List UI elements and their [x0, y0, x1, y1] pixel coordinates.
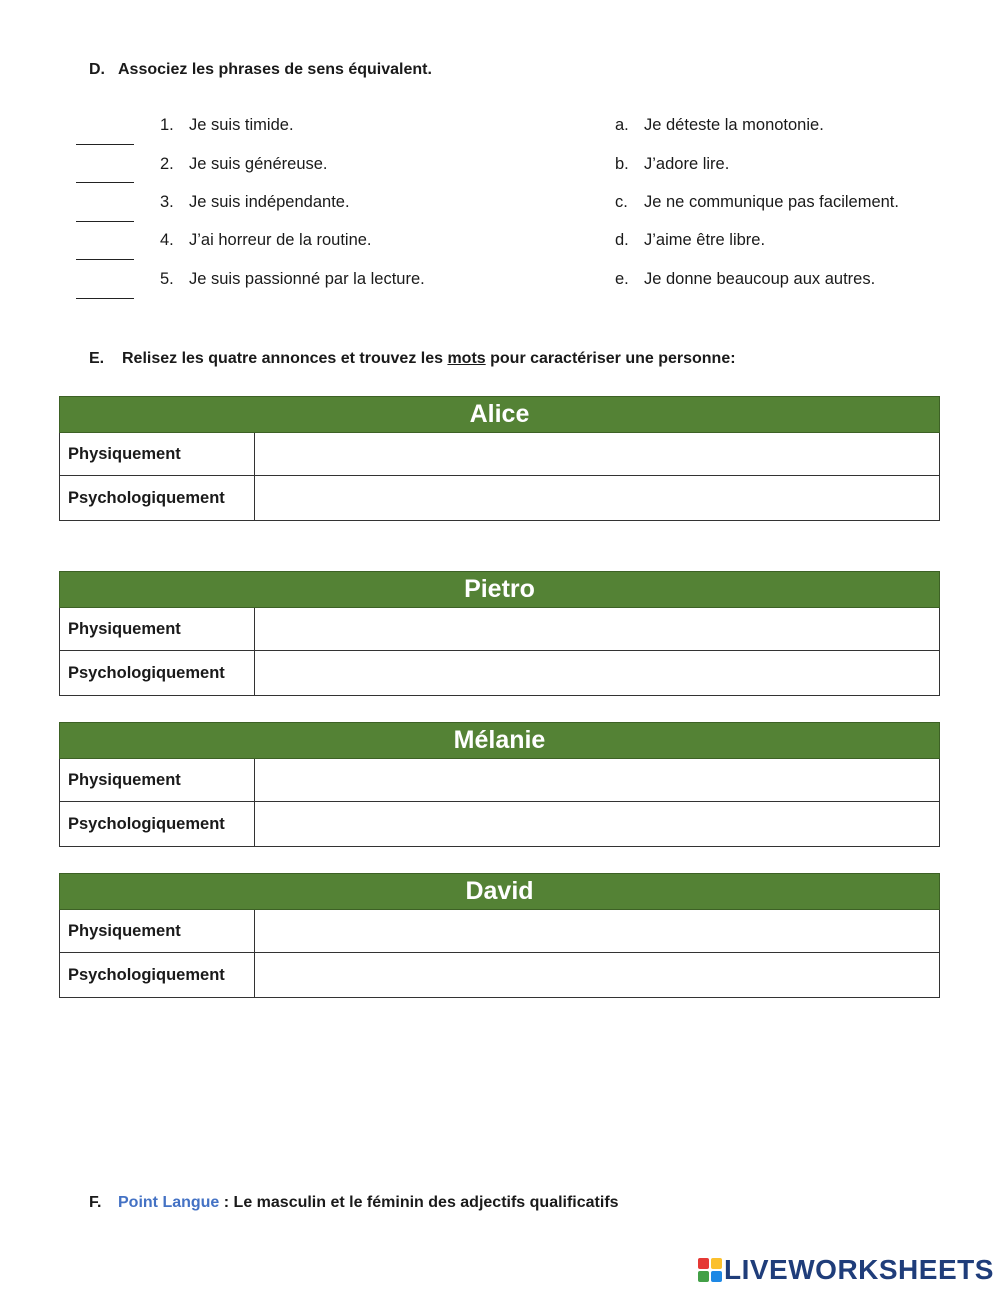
row-label-physical: Physiquement	[60, 759, 255, 802]
answer-blank-5[interactable]	[76, 280, 134, 299]
answer-input-5[interactable]	[76, 280, 138, 300]
row-label-psychological: Psychologiquement	[60, 476, 255, 521]
item-number: 2.	[160, 155, 174, 173]
section-title-underlined: mots	[447, 350, 486, 367]
answer-cell[interactable]	[255, 953, 940, 998]
item-text: Je suis passionné par la lecture.	[189, 270, 425, 288]
option-text: Je déteste la monotonie.	[644, 116, 824, 134]
answer-cell[interactable]	[255, 802, 940, 847]
section-letter: F.	[89, 1194, 102, 1211]
physical-input[interactable]	[263, 613, 935, 645]
logo-icon	[698, 1258, 722, 1282]
physical-input[interactable]	[263, 438, 935, 470]
section-title-part2: pour caractériser une personne:	[485, 350, 736, 367]
item-text: Je suis timide.	[189, 116, 294, 134]
psychological-input[interactable]	[263, 482, 935, 514]
answer-blank-4[interactable]	[76, 241, 134, 260]
person-name: Pietro	[60, 572, 940, 608]
option-a	[615, 116, 824, 135]
person-name: Mélanie	[60, 723, 940, 759]
section-letter: D.	[89, 61, 105, 78]
option-text: J’adore lire.	[644, 155, 730, 173]
psychological-input[interactable]	[263, 808, 935, 840]
physical-input[interactable]	[263, 764, 935, 796]
answer-cell[interactable]	[255, 759, 940, 802]
option-e	[615, 270, 875, 289]
answer-input-1[interactable]	[76, 126, 138, 146]
option-c	[615, 193, 899, 212]
answer-blank-1[interactable]	[76, 126, 134, 145]
answer-input-4[interactable]	[76, 241, 138, 261]
logo-text: LIVEWORKSHEETS	[724, 1254, 994, 1285]
physical-input[interactable]	[263, 915, 935, 947]
item-number: 5.	[160, 270, 174, 288]
psychological-input[interactable]	[263, 657, 935, 689]
section-title: Associez les phrases de sens équivalent.	[118, 61, 432, 78]
option-b	[615, 155, 729, 174]
person-table-pietro	[59, 571, 940, 696]
option-letter: b.	[615, 155, 629, 173]
option-letter: a.	[615, 116, 629, 134]
section-f-heading	[89, 1194, 619, 1212]
item-number: 3.	[160, 193, 174, 211]
psychological-input[interactable]	[263, 959, 935, 991]
answer-cell[interactable]	[255, 476, 940, 521]
option-letter: e.	[615, 270, 629, 288]
person-table-alice	[59, 396, 940, 521]
list-item-4	[160, 231, 372, 250]
item-number: 1.	[160, 116, 174, 134]
answer-cell[interactable]	[255, 608, 940, 651]
item-number: 4.	[160, 231, 174, 249]
row-label-physical: Physiquement	[60, 608, 255, 651]
list-item-2	[160, 155, 328, 174]
point-langue-label: Point Langue	[118, 1194, 220, 1211]
person-name: David	[60, 874, 940, 910]
section-title-part1: Relisez les quatre annonces et trouvez les	[122, 350, 448, 367]
answer-input-3[interactable]	[76, 203, 138, 223]
option-text: Je ne communique pas facilement.	[644, 193, 899, 211]
person-table-melanie	[59, 722, 940, 847]
row-label-psychological: Psychologiquement	[60, 953, 255, 998]
person-name: Alice	[60, 397, 940, 433]
list-item-5	[160, 270, 425, 289]
option-letter: c.	[615, 193, 628, 211]
item-text: J’ai horreur de la routine.	[189, 231, 372, 249]
section-letter: E.	[89, 350, 105, 367]
option-letter: d.	[615, 231, 629, 249]
section-title: : Le masculin et le féminin des adjectifs qualificatifs	[219, 1194, 619, 1211]
option-text: J’aime être libre.	[644, 231, 766, 249]
answer-blank-2[interactable]	[76, 164, 134, 183]
answer-input-2[interactable]	[76, 164, 138, 184]
row-label-physical: Physiquement	[60, 910, 255, 953]
list-item-3	[160, 193, 350, 212]
row-label-psychological: Psychologiquement	[60, 802, 255, 847]
option-text: Je donne beaucoup aux autres.	[644, 270, 876, 288]
section-d-heading	[89, 61, 432, 79]
liveworksheets-logo	[698, 1254, 994, 1286]
row-label-physical: Physiquement	[60, 433, 255, 476]
row-label-psychological: Psychologiquement	[60, 651, 255, 696]
answer-blank-3[interactable]	[76, 203, 134, 222]
answer-cell[interactable]	[255, 433, 940, 476]
option-d	[615, 231, 765, 250]
answer-cell[interactable]	[255, 651, 940, 696]
section-e-heading	[89, 350, 736, 368]
list-item-1	[160, 116, 294, 135]
item-text: Je suis généreuse.	[189, 155, 328, 173]
answer-cell[interactable]	[255, 910, 940, 953]
item-text: Je suis indépendante.	[189, 193, 350, 211]
person-table-david	[59, 873, 940, 998]
